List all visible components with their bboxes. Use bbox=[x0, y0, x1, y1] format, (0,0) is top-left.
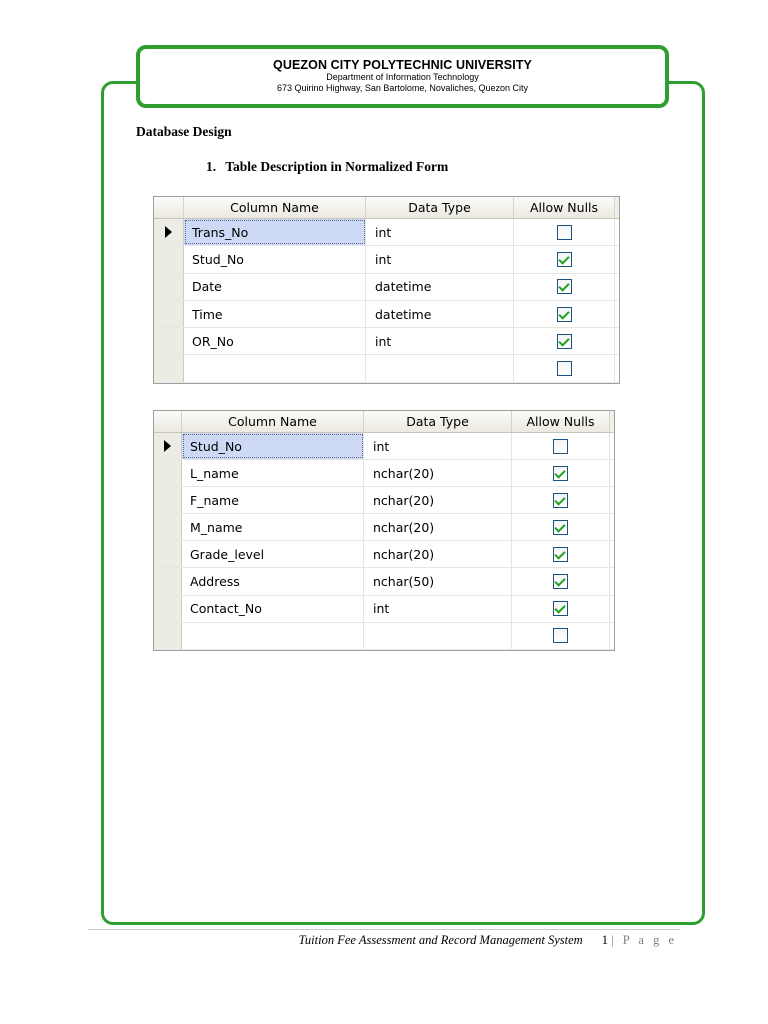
allow-nulls-cell bbox=[512, 433, 610, 459]
grid-header bbox=[154, 411, 614, 433]
data-type-cell[interactable]: int bbox=[366, 328, 514, 354]
column-name-cell[interactable]: Date bbox=[184, 274, 366, 300]
grid-header bbox=[154, 197, 619, 219]
row-selector[interactable] bbox=[154, 433, 182, 459]
subsection-title: Table Description in Normalized Form bbox=[225, 159, 449, 174]
column-name-cell[interactable]: Grade_level bbox=[182, 541, 364, 567]
allow-nulls-cell bbox=[514, 246, 615, 272]
row-selector[interactable] bbox=[154, 246, 184, 272]
checked-checkbox[interactable] bbox=[553, 574, 568, 589]
footer-document-title: Tuition Fee Assessment and Record Management System bbox=[298, 933, 583, 947]
column-name-cell[interactable]: Trans_No bbox=[184, 219, 366, 245]
row-selector[interactable] bbox=[154, 541, 182, 567]
university-address: 673 Quirino Highway, San Bartolome, Novaliches, Quezon City bbox=[277, 83, 528, 93]
data-type-cell[interactable] bbox=[364, 623, 512, 649]
row-selector[interactable] bbox=[154, 274, 184, 300]
checked-checkbox[interactable] bbox=[553, 601, 568, 616]
allow-nulls-cell bbox=[512, 568, 610, 594]
table-row[interactable] bbox=[154, 301, 619, 328]
checked-checkbox[interactable] bbox=[557, 307, 572, 322]
allow-nulls-cell bbox=[514, 219, 615, 245]
section-title: Database Design bbox=[136, 124, 232, 139]
table-row[interactable] bbox=[154, 623, 614, 650]
table-row[interactable] bbox=[154, 355, 619, 382]
row-selector[interactable] bbox=[154, 219, 184, 245]
column-name-cell[interactable]: Contact_No bbox=[182, 596, 364, 622]
table-designer-transactions bbox=[153, 196, 620, 384]
allow-nulls-header[interactable]: Allow Nulls bbox=[514, 197, 615, 218]
column-name-cell[interactable]: Address bbox=[182, 568, 364, 594]
row-selector-header bbox=[154, 197, 184, 218]
data-type-cell[interactable]: nchar(20) bbox=[364, 514, 512, 540]
table-row[interactable] bbox=[154, 596, 614, 623]
row-selector-header bbox=[154, 411, 182, 432]
table-row[interactable] bbox=[154, 514, 614, 541]
table-row[interactable] bbox=[154, 328, 619, 355]
column-name-cell[interactable] bbox=[184, 355, 366, 381]
column-name-cell[interactable]: Stud_No bbox=[182, 433, 364, 459]
checked-checkbox[interactable] bbox=[553, 466, 568, 481]
table-designer-students bbox=[153, 410, 615, 651]
subsection-number: 1. bbox=[206, 159, 217, 174]
data-type-cell[interactable]: int bbox=[366, 219, 514, 245]
row-selector[interactable] bbox=[154, 301, 184, 327]
footer-divider bbox=[88, 929, 680, 930]
checked-checkbox[interactable] bbox=[553, 493, 568, 508]
allow-nulls-cell bbox=[514, 355, 615, 381]
current-row-arrow-icon bbox=[164, 440, 171, 452]
column-name-cell[interactable]: L_name bbox=[182, 460, 364, 486]
row-selector[interactable] bbox=[154, 623, 182, 649]
column-name-cell[interactable] bbox=[182, 623, 364, 649]
column-name-cell[interactable]: OR_No bbox=[184, 328, 366, 354]
unchecked-checkbox[interactable] bbox=[557, 361, 572, 376]
data-type-header[interactable]: Data Type bbox=[366, 197, 514, 218]
data-type-cell[interactable]: datetime bbox=[366, 301, 514, 327]
allow-nulls-cell bbox=[512, 514, 610, 540]
unchecked-checkbox[interactable] bbox=[553, 439, 568, 454]
data-type-cell[interactable]: nchar(20) bbox=[364, 541, 512, 567]
data-type-cell[interactable] bbox=[366, 355, 514, 381]
allow-nulls-cell bbox=[512, 596, 610, 622]
data-type-cell[interactable]: int bbox=[364, 433, 512, 459]
unchecked-checkbox[interactable] bbox=[553, 628, 568, 643]
row-selector[interactable] bbox=[154, 328, 184, 354]
current-row-arrow-icon bbox=[165, 226, 172, 238]
page-number: 1 bbox=[601, 933, 609, 947]
page-label: | P a g e bbox=[611, 933, 677, 947]
table-row[interactable] bbox=[154, 541, 614, 568]
data-type-cell[interactable]: datetime bbox=[366, 274, 514, 300]
table-row[interactable] bbox=[154, 274, 619, 301]
column-name-cell[interactable]: Time bbox=[184, 301, 366, 327]
column-name-cell[interactable]: M_name bbox=[182, 514, 364, 540]
checked-checkbox[interactable] bbox=[557, 252, 572, 267]
allow-nulls-cell bbox=[514, 301, 615, 327]
data-type-cell[interactable]: nchar(50) bbox=[364, 568, 512, 594]
checked-checkbox[interactable] bbox=[553, 520, 568, 535]
university-name: QUEZON CITY POLYTECHNIC UNIVERSITY bbox=[273, 58, 532, 72]
table-row[interactable] bbox=[154, 460, 614, 487]
table-row[interactable] bbox=[154, 433, 614, 460]
department-name: Department of Information Technology bbox=[326, 72, 479, 82]
checked-checkbox[interactable] bbox=[553, 547, 568, 562]
data-type-header[interactable]: Data Type bbox=[364, 411, 512, 432]
row-selector[interactable] bbox=[154, 514, 182, 540]
table-row[interactable] bbox=[154, 487, 614, 514]
data-type-cell[interactable]: nchar(20) bbox=[364, 460, 512, 486]
column-name-header[interactable]: Column Name bbox=[182, 411, 364, 432]
table-row[interactable] bbox=[154, 219, 619, 246]
checked-checkbox[interactable] bbox=[557, 334, 572, 349]
page-footer bbox=[0, 933, 677, 948]
row-selector[interactable] bbox=[154, 568, 182, 594]
allow-nulls-cell bbox=[512, 460, 610, 486]
data-type-cell[interactable]: nchar(20) bbox=[364, 487, 512, 513]
column-name-cell[interactable]: Stud_No bbox=[184, 246, 366, 272]
data-type-cell[interactable]: int bbox=[364, 596, 512, 622]
allow-nulls-header[interactable]: Allow Nulls bbox=[512, 411, 610, 432]
data-type-cell[interactable]: int bbox=[366, 246, 514, 272]
row-selector[interactable] bbox=[154, 355, 184, 381]
subsection-heading bbox=[206, 159, 448, 175]
row-selector[interactable] bbox=[154, 596, 182, 622]
allow-nulls-cell bbox=[514, 328, 615, 354]
row-selector[interactable] bbox=[154, 487, 182, 513]
table-row[interactable] bbox=[154, 568, 614, 595]
allow-nulls-cell bbox=[512, 623, 610, 649]
column-name-header[interactable]: Column Name bbox=[184, 197, 366, 218]
letterhead bbox=[136, 45, 669, 108]
allow-nulls-cell bbox=[514, 274, 615, 300]
row-selector[interactable] bbox=[154, 460, 182, 486]
allow-nulls-cell bbox=[512, 541, 610, 567]
column-name-cell[interactable]: F_name bbox=[182, 487, 364, 513]
allow-nulls-cell bbox=[512, 487, 610, 513]
unchecked-checkbox[interactable] bbox=[557, 225, 572, 240]
table-row[interactable] bbox=[154, 246, 619, 273]
checked-checkbox[interactable] bbox=[557, 279, 572, 294]
